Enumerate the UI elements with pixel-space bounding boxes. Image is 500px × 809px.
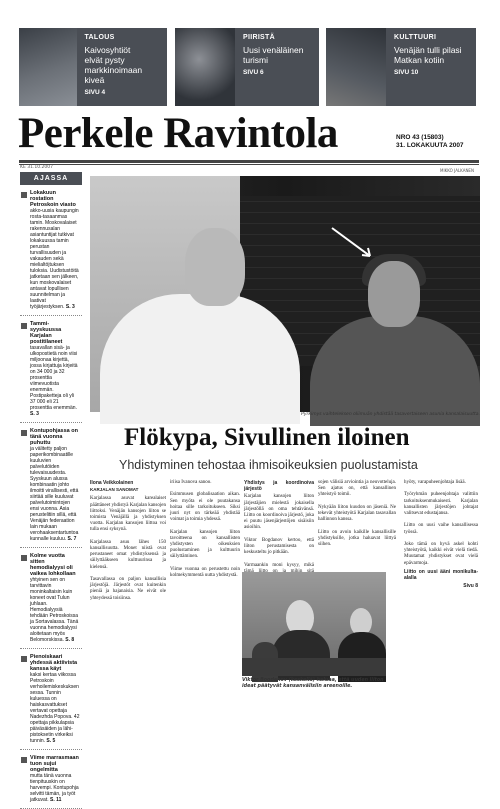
article-column-5 <box>404 480 478 591</box>
byline-role: KARJALAN SANOMAT <box>90 487 139 493</box>
brief-headline: Tammi-syyskuussa Karjalan postitilaneet <box>30 321 63 345</box>
promo-kulttuuri[interactable] <box>326 28 476 106</box>
article-text: iriisa Ivanova sanoo. Esimmusen globalisaation aikan. Sen myöta ei ole puutakansa hoitaa sille tarkoitukseen. Siksi juuri nyt on tärkeää yhdistää voimat ja toimia yhdessä. Karjalan kansojen liiton tavoitteena on kansallisten yhdistysten oikeuksien puolustaminen ja kulttuurin säilyttäminen. Viime vuonna on perustettu noin kolmekymmentä uutta yhdistystä. <box>170 480 240 579</box>
bullet-square-icon <box>21 555 27 561</box>
masthead-rule <box>19 160 479 163</box>
brief-body: kaksi kertaa viikossa Petroskoin verhoilemiskeskuksen sessa. Tunnin kuluessa on haiskasvattukset vertavat opettaja Nadezhda Popova. 42 opettaja pikkulapsia päiväsäiden ja lähi-pistoksetin virkeiksi tunnin. <box>30 672 80 744</box>
promo-headline: Kaivosyhtiöt elvät pysty markkinoimaan kiveä <box>84 45 143 85</box>
sidebar-brief[interactable] <box>20 185 82 316</box>
brief-body: mutta tänä vuonna tienpituuskin on harvempi. Kontupohja selvitti tämän, ja työt jatkuvat. <box>30 773 79 803</box>
bullet-square-icon <box>21 757 27 763</box>
byline-name: Ilona Veikkolainen <box>90 480 134 486</box>
issue-info <box>396 134 464 150</box>
article-crosshead: Liitto on uusi ääni monikulta-alalla <box>404 568 478 582</box>
promo-page: SIVU 10 <box>394 69 419 76</box>
brief-page: S. 5 <box>46 738 56 744</box>
promo-page: SIVU 4 <box>84 89 106 96</box>
brief-body: ja välitetty paljon paperikombinaatille kuuluvien palvelutöiden tulevaisuudesta. Syyskuun alussa kombinaatin johto ilmoitti virallisesti, että siirtää sille kuuluvat palvelutoimintojen ensi vuonna. Asia perustelitiin sillä, että Venäjän federaation lain mukaan verohaaksentartuntoa kunnalle kuuluu. <box>30 446 79 542</box>
continued-page: Sivu 8 <box>463 583 478 590</box>
brief-headline: Lokakuun rostation Petroskoin viasto <box>30 190 76 208</box>
photo-credit: MIKKO JALKANEN <box>440 168 474 173</box>
sidebar-ajassa <box>20 172 82 803</box>
article-headline: Flökypa, Sivullinen iloinen <box>124 424 410 451</box>
brief-body: akko-uusia kaupungin rosta-tasaanmas tamin. Moskovalaiset rakennusalan asiantuntijat tutkivat lokakuussa tamin perustan turvallisuuden ja vakauden sekä mielialtöjtuksen tuloksia. Uudistustöitä jatketaan sen jälkeen, kun moskovalaiset antavat lopullisen suunnitelman ja laativat työjärjestyksen. <box>30 208 79 310</box>
promo-category: TALOUS <box>84 34 115 41</box>
promo-headline: Venäjän tulli pilasi Matkan kotiin <box>394 45 462 65</box>
article-column-2 <box>170 480 240 581</box>
bullet-square-icon <box>21 430 27 436</box>
brief-page: S. 3 <box>65 304 75 310</box>
promo-page: SIVU 6 <box>243 69 264 76</box>
masthead-title: Perkele Ravintola <box>18 110 338 157</box>
promo-piirista[interactable] <box>175 28 319 106</box>
promo-talous[interactable] <box>19 28 167 106</box>
article-text: Karjalan kansojen liiton järjestäjien mielestä jokaisella järjestöllä on oma tehtävänsä. Liitto on koordinoiva järjestö, joka ei puutu jäsenjärjestöjen sisäisiin asioihin. Viktor Bogdanov kertoo, että liiton perustamisesta on keskusteltu jo pitkään. Varmaankin moni kysyy, mikä <box>244 494 314 568</box>
photo-caption: Pyrkimys vaihteleksen oliimuän yhdistää tasavertaiseen asunia kansalaisuutta. <box>301 412 480 417</box>
sidebar-brief[interactable] <box>20 548 82 649</box>
sidebar-title: AJASSA <box>20 172 82 185</box>
brief-headline: Viime marrasmaan tuon sujui ongelmitta <box>30 755 79 773</box>
photo-person-right-head <box>368 261 420 327</box>
brief-headline: Pienoiskaari yhdessä aktiivista kanssa käyt <box>30 654 78 672</box>
article-crosshead: Yhdistys ja koordinoiva järjestö <box>244 480 314 493</box>
promo-headline: Uusi venäläinen turismi <box>243 45 304 65</box>
sidebar-brief[interactable] <box>20 649 82 750</box>
photo-desk <box>242 658 386 676</box>
bullet-square-icon <box>21 192 27 198</box>
promo-category: KULTTUURI <box>394 34 437 41</box>
promo-category: PIIRISTÄ <box>243 34 275 41</box>
main-photo <box>90 176 480 412</box>
brief-body: yhtyinen sen on tarvittavin moninkaltaisin kuin koneet ovat Tulun juhlaan. Hemodialyysiä tehdään Petroskoissa ja Sortavalassa. Tänä vuonna hemodialyysi aloitetaan myös Belomorskissa. <box>30 577 79 643</box>
masthead-rule-thin <box>19 164 479 165</box>
brief-page: S. 8 <box>65 637 75 643</box>
sidebar-brief[interactable] <box>20 316 82 423</box>
promo-thumbnail <box>175 28 235 106</box>
article-text: sojen välisiä arviointia ja neuvotteluja. Sen ajatus on, että kansallinen yhteistyö toimii. Nykyään liiton kuudon on jäseniä. Ne tekevät yhteistyötä Karjalan tasavallan hallinnon kanssa. Liitto on avoin kaikille kansallisille yhdistyksille, jotka haluavat liittyä siihen. <box>318 480 396 548</box>
secondary-photo-caption: Viktor Bogdanov (keskellä) haluaa, että uuden liiton ideat päätyvät kansanvälisiin areenoille. <box>242 678 384 689</box>
brief-body: tasavallan sisä- ja ulkopostietä noin viisi miljoonaa kirjettä, jossa kirjattuja kirjeitä on 34 000 ja 32 prosenttia viimevuotista enemmän. Postipaketteja oli yli 37 000 eli 21 prosenttia enemmän. <box>30 345 78 411</box>
photo-person-right-body <box>310 316 480 426</box>
promo-thumbnail <box>19 28 77 106</box>
photo-person-left-head <box>185 228 245 306</box>
arrow-icon <box>330 226 380 266</box>
section-tag: KE 31.10.2007 <box>20 165 53 170</box>
article-column-4 <box>318 480 396 550</box>
brief-page: S. 7 <box>67 536 77 542</box>
brief-page: S. 3 <box>30 411 39 417</box>
article-text: Karjalassa asuvat karealaiset päättäneet yhdistyä Karjalan kansojen liittoksi. Venäjän kansojen liiton se toimista Venäjällä ja yhdistyksen vuotta. Karjalan kansojen liittoa voi tulla ensi syksynä. Karjalassa asuu lähes 150 kansallisuutta. Monet niistä ovat perustaneet omat yhdistyksensä ja säilyttääkseen kulttuurinsa ja kielensä. Tasavallassa on paljon kansallisia järjestöjä. Järjestöt ovat kuitenkin pieniä ja hajanaisia. Ne eivät ole yhteydessä toisiinsa. <box>90 496 166 601</box>
issue-number: NRO 43 (15803) <box>396 134 444 141</box>
brief-headline: Kontupohjassa on tänä vuonna puhuttu <box>30 428 78 446</box>
article-column-1 <box>90 480 166 604</box>
brief-page: S. 11 <box>50 797 62 803</box>
promo-thumbnail <box>326 28 386 106</box>
article-subhead: Yhdistyminen tehostaa ihmisoikeuksien puolustamista <box>119 458 418 472</box>
photo-person-left-body <box>100 294 300 424</box>
bullet-square-icon <box>21 656 27 662</box>
issue-date: 31. LOKAKUUTA 2007 <box>396 142 464 149</box>
brief-headline: Kolme vuotta sitten hemodialyysi oli vaikea lohkollaan <box>30 553 76 577</box>
bullet-square-icon <box>21 323 27 329</box>
sidebar-brief[interactable] <box>20 423 82 548</box>
article-column-3 <box>244 480 314 583</box>
secondary-photo <box>242 572 386 676</box>
article-text: hyöty, varapuheenjohtaja lisää. Työryhmän puheenjohtaja valittiin tarkoituksenmukaisesti. Karjalan kansallisten järjestöjen johtajat valitsevat edustajansa. Liitto on uusi vaihe kansallisessa työssä. Joko tämä on hyvä askel kohti yhteistyötä, kaikki eivät vielä tiedä. Muutamat yhdistykset ovat vielä epävarmoja. <box>404 480 478 566</box>
sidebar-brief[interactable] <box>20 750 82 809</box>
